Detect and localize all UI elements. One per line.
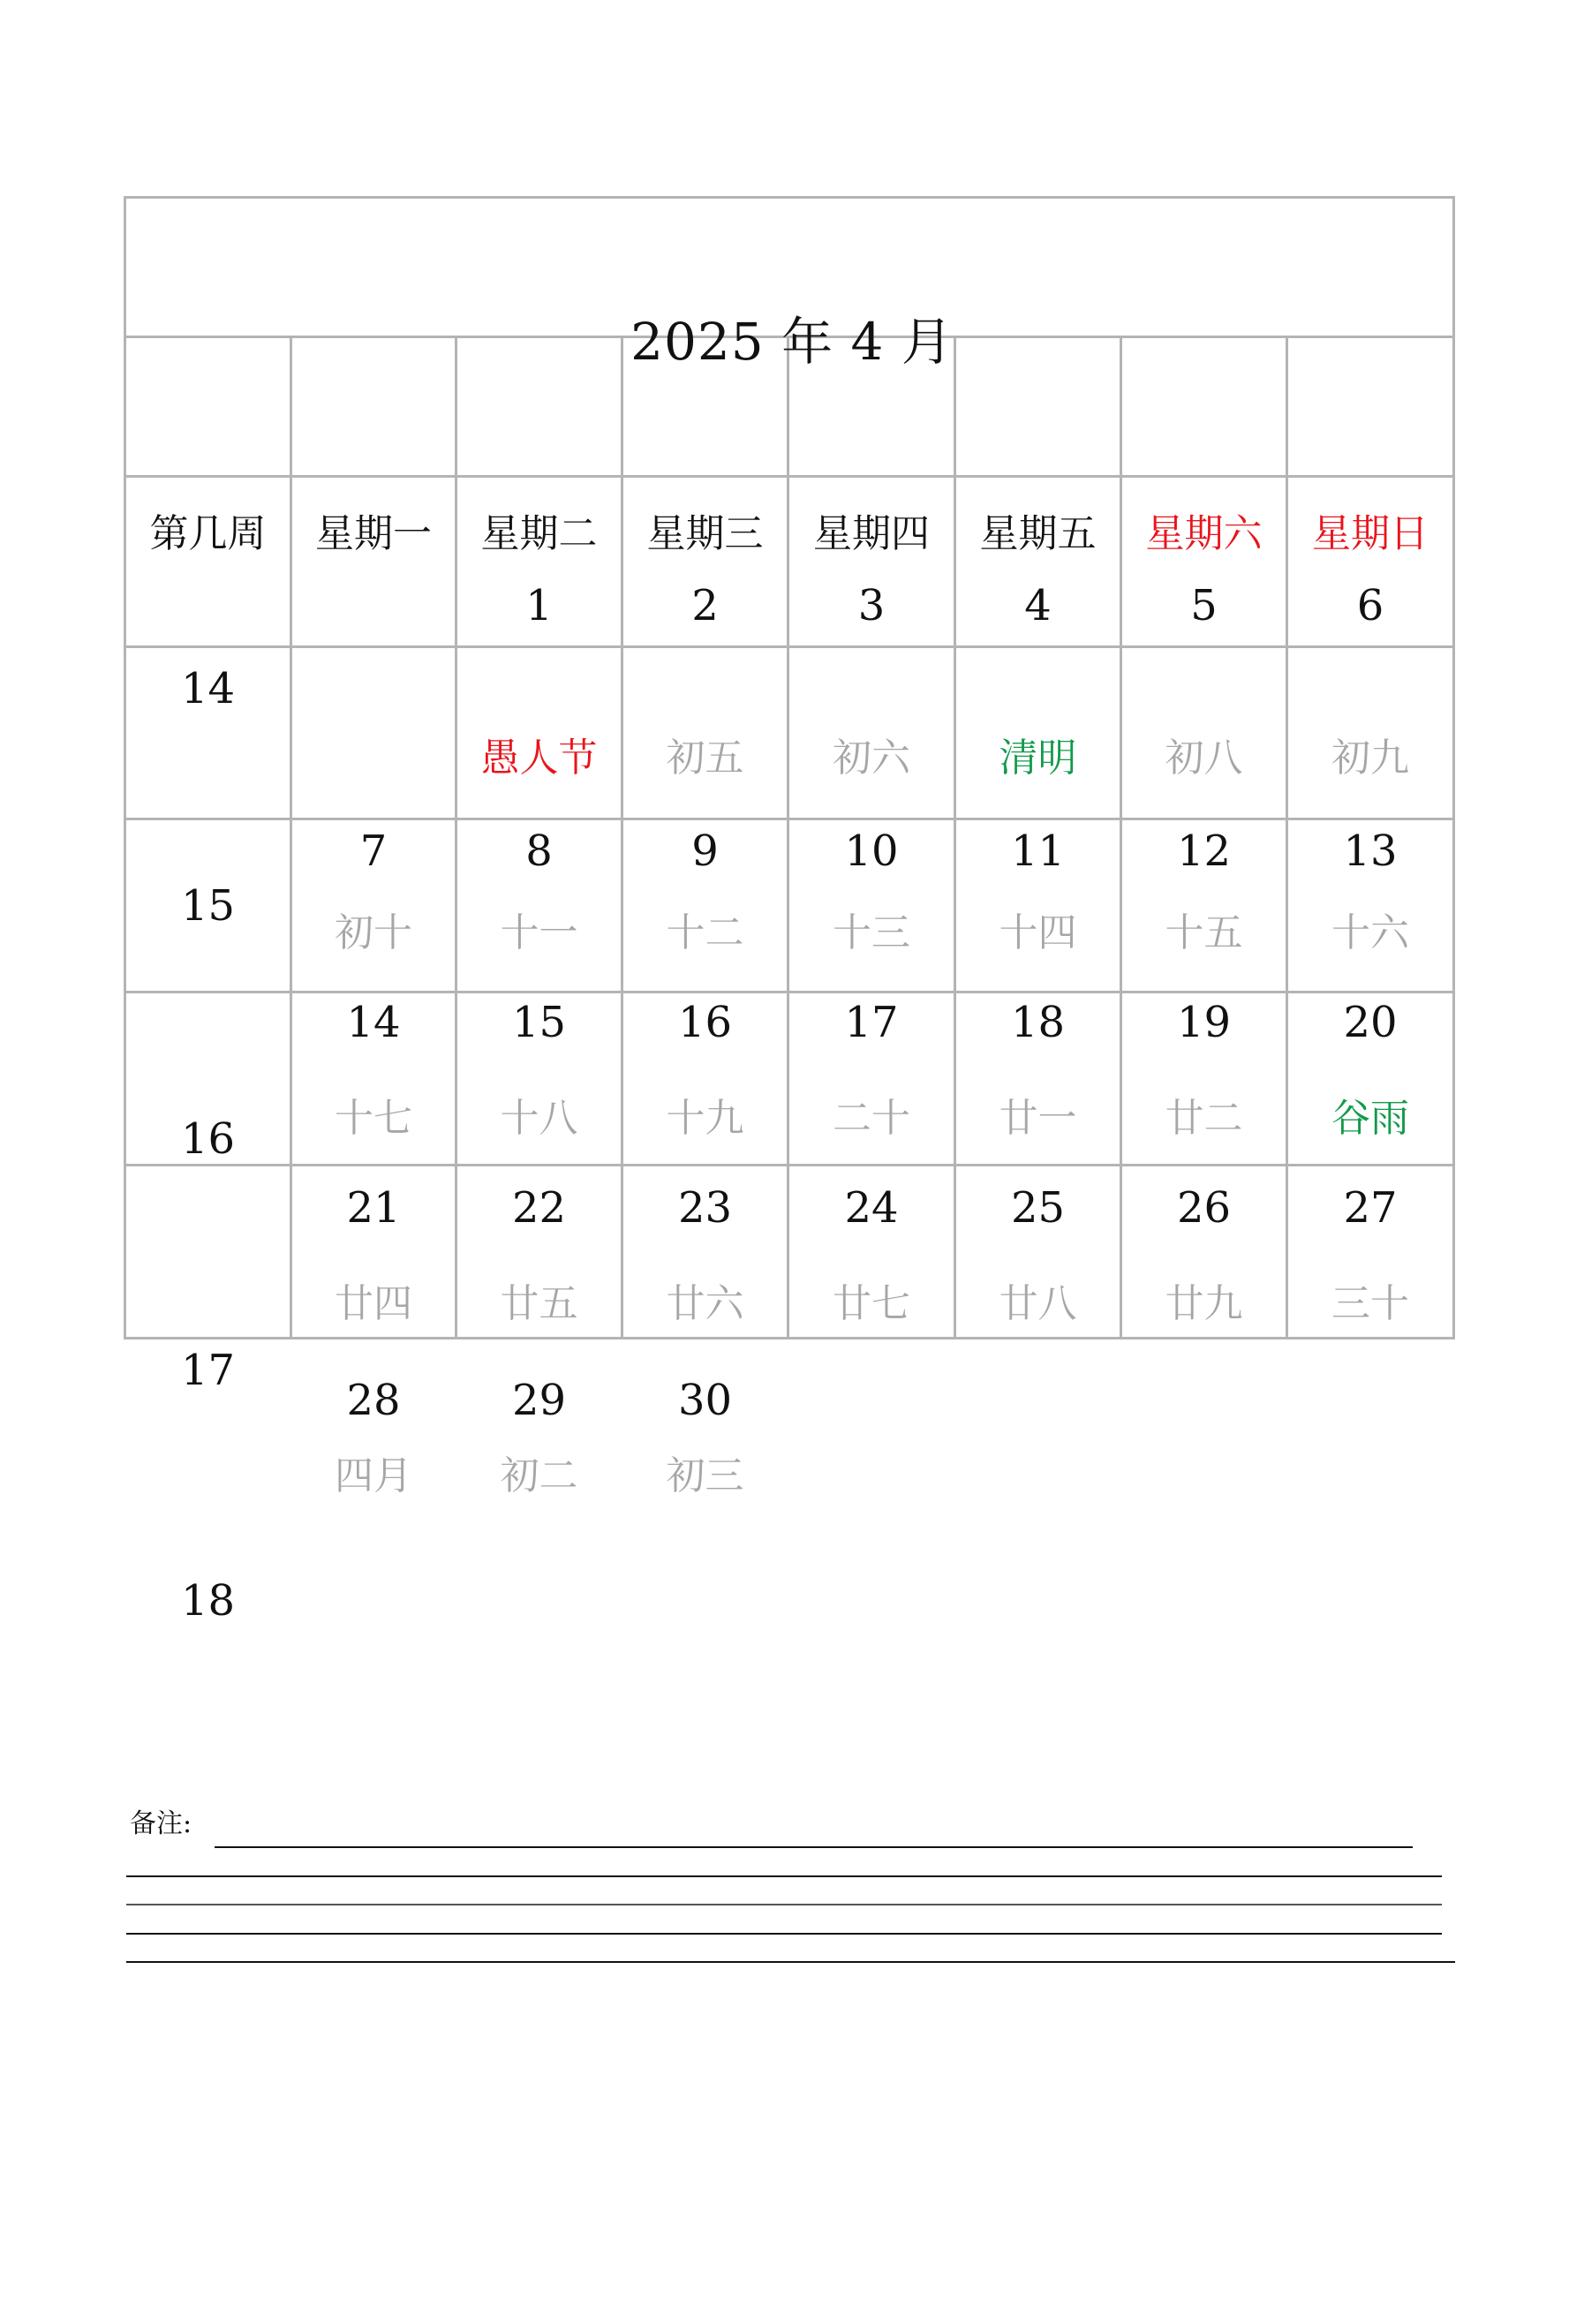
day-number: 16	[677, 998, 733, 1047]
lunar-date: 十九	[666, 1096, 744, 1141]
solar-term-label: 谷雨	[1331, 1096, 1409, 1141]
lunar-date: 廿二	[1165, 1096, 1243, 1141]
day-number: 17	[844, 998, 899, 1047]
day-number: 30	[677, 1376, 733, 1425]
grid-line-header-top	[124, 475, 1455, 478]
day-number: 13	[1343, 826, 1398, 876]
lunar-date: 廿一	[999, 1096, 1077, 1141]
day-number: 23	[677, 1183, 733, 1233]
lunar-date: 初五	[666, 736, 744, 781]
notes-line	[126, 1904, 1442, 1905]
week-number: 14	[180, 664, 236, 713]
lunar-date: 廿五	[500, 1281, 578, 1326]
header-sunday: 星期日	[1312, 511, 1429, 556]
lunar-date: 十六	[1331, 910, 1409, 955]
day-number: 24	[844, 1183, 899, 1233]
notes-line	[215, 1846, 1413, 1848]
header-thursday: 星期四	[813, 511, 930, 556]
holiday-label: 愚人节	[480, 736, 598, 781]
calendar-title: 2025 年 4 月	[630, 312, 954, 372]
header-monday: 星期一	[315, 511, 432, 556]
week-number: 16	[180, 1114, 236, 1164]
day-number: 9	[691, 826, 719, 876]
day-number: 5	[1190, 581, 1218, 630]
week-number: 18	[180, 1576, 236, 1626]
lunar-date: 廿六	[666, 1281, 744, 1326]
lunar-date: 初六	[833, 736, 910, 781]
day-number: 26	[1176, 1183, 1232, 1233]
lunar-date: 初九	[1331, 736, 1409, 781]
day-number: 21	[346, 1183, 401, 1233]
notes-label: 备注:	[130, 1808, 192, 1839]
lunar-date: 十二	[666, 910, 744, 955]
lunar-date: 十五	[1165, 910, 1243, 955]
notes-line	[126, 1961, 1455, 1963]
day-number: 4	[1024, 581, 1052, 630]
header-tuesday: 星期二	[480, 511, 598, 556]
day-number: 6	[1356, 581, 1384, 630]
grid-top-border	[124, 196, 1455, 199]
notes-line	[126, 1933, 1442, 1935]
day-number: 1	[525, 581, 553, 630]
header-friday: 星期五	[979, 511, 1097, 556]
day-number: 22	[511, 1183, 567, 1233]
lunar-date: 十七	[335, 1096, 412, 1141]
grid-line-header-bottom	[124, 645, 1455, 648]
lunar-date: 初八	[1165, 736, 1243, 781]
day-number: 3	[857, 581, 886, 630]
day-number: 25	[1010, 1183, 1066, 1233]
day-number: 11	[1010, 826, 1066, 876]
grid-line-row2-bottom	[124, 991, 1455, 993]
lunar-date: 四月	[335, 1453, 412, 1498]
lunar-date: 初十	[335, 910, 412, 955]
week-number: 15	[180, 881, 236, 931]
lunar-date: 三十	[1331, 1281, 1409, 1326]
lunar-date: 廿七	[833, 1281, 910, 1326]
day-number: 2	[691, 581, 719, 630]
grid-line-row1-bottom	[124, 818, 1455, 820]
day-number: 28	[346, 1376, 401, 1425]
lunar-date: 十一	[500, 910, 578, 955]
lunar-date: 十八	[500, 1096, 578, 1141]
grid-bottom-border	[124, 1337, 1455, 1339]
day-number: 20	[1343, 998, 1398, 1047]
day-number: 29	[511, 1376, 567, 1425]
day-number: 27	[1343, 1183, 1398, 1233]
notes-line	[126, 1875, 1442, 1877]
day-number: 18	[1010, 998, 1066, 1047]
solar-term-label: 清明	[999, 736, 1077, 781]
day-number: 10	[844, 826, 899, 876]
lunar-date: 二十	[833, 1096, 910, 1141]
day-number: 12	[1176, 826, 1232, 876]
lunar-date: 廿九	[1165, 1281, 1243, 1326]
header-saturday: 星期六	[1145, 511, 1263, 556]
day-number: 15	[511, 998, 567, 1047]
lunar-date: 初二	[500, 1453, 578, 1498]
week-number: 17	[180, 1346, 236, 1395]
day-number: 7	[359, 826, 388, 876]
lunar-date: 十四	[999, 910, 1077, 955]
lunar-date: 廿四	[335, 1281, 412, 1326]
header-wednesday: 星期三	[646, 511, 764, 556]
day-number: 14	[346, 998, 401, 1047]
lunar-date: 十三	[833, 910, 910, 955]
lunar-date: 廿八	[999, 1281, 1077, 1326]
lunar-date: 初三	[666, 1453, 744, 1498]
grid-line-row3-bottom	[124, 1164, 1455, 1166]
header-week-number: 第几周	[149, 511, 267, 556]
day-number: 19	[1176, 998, 1232, 1047]
day-number: 8	[525, 826, 553, 876]
